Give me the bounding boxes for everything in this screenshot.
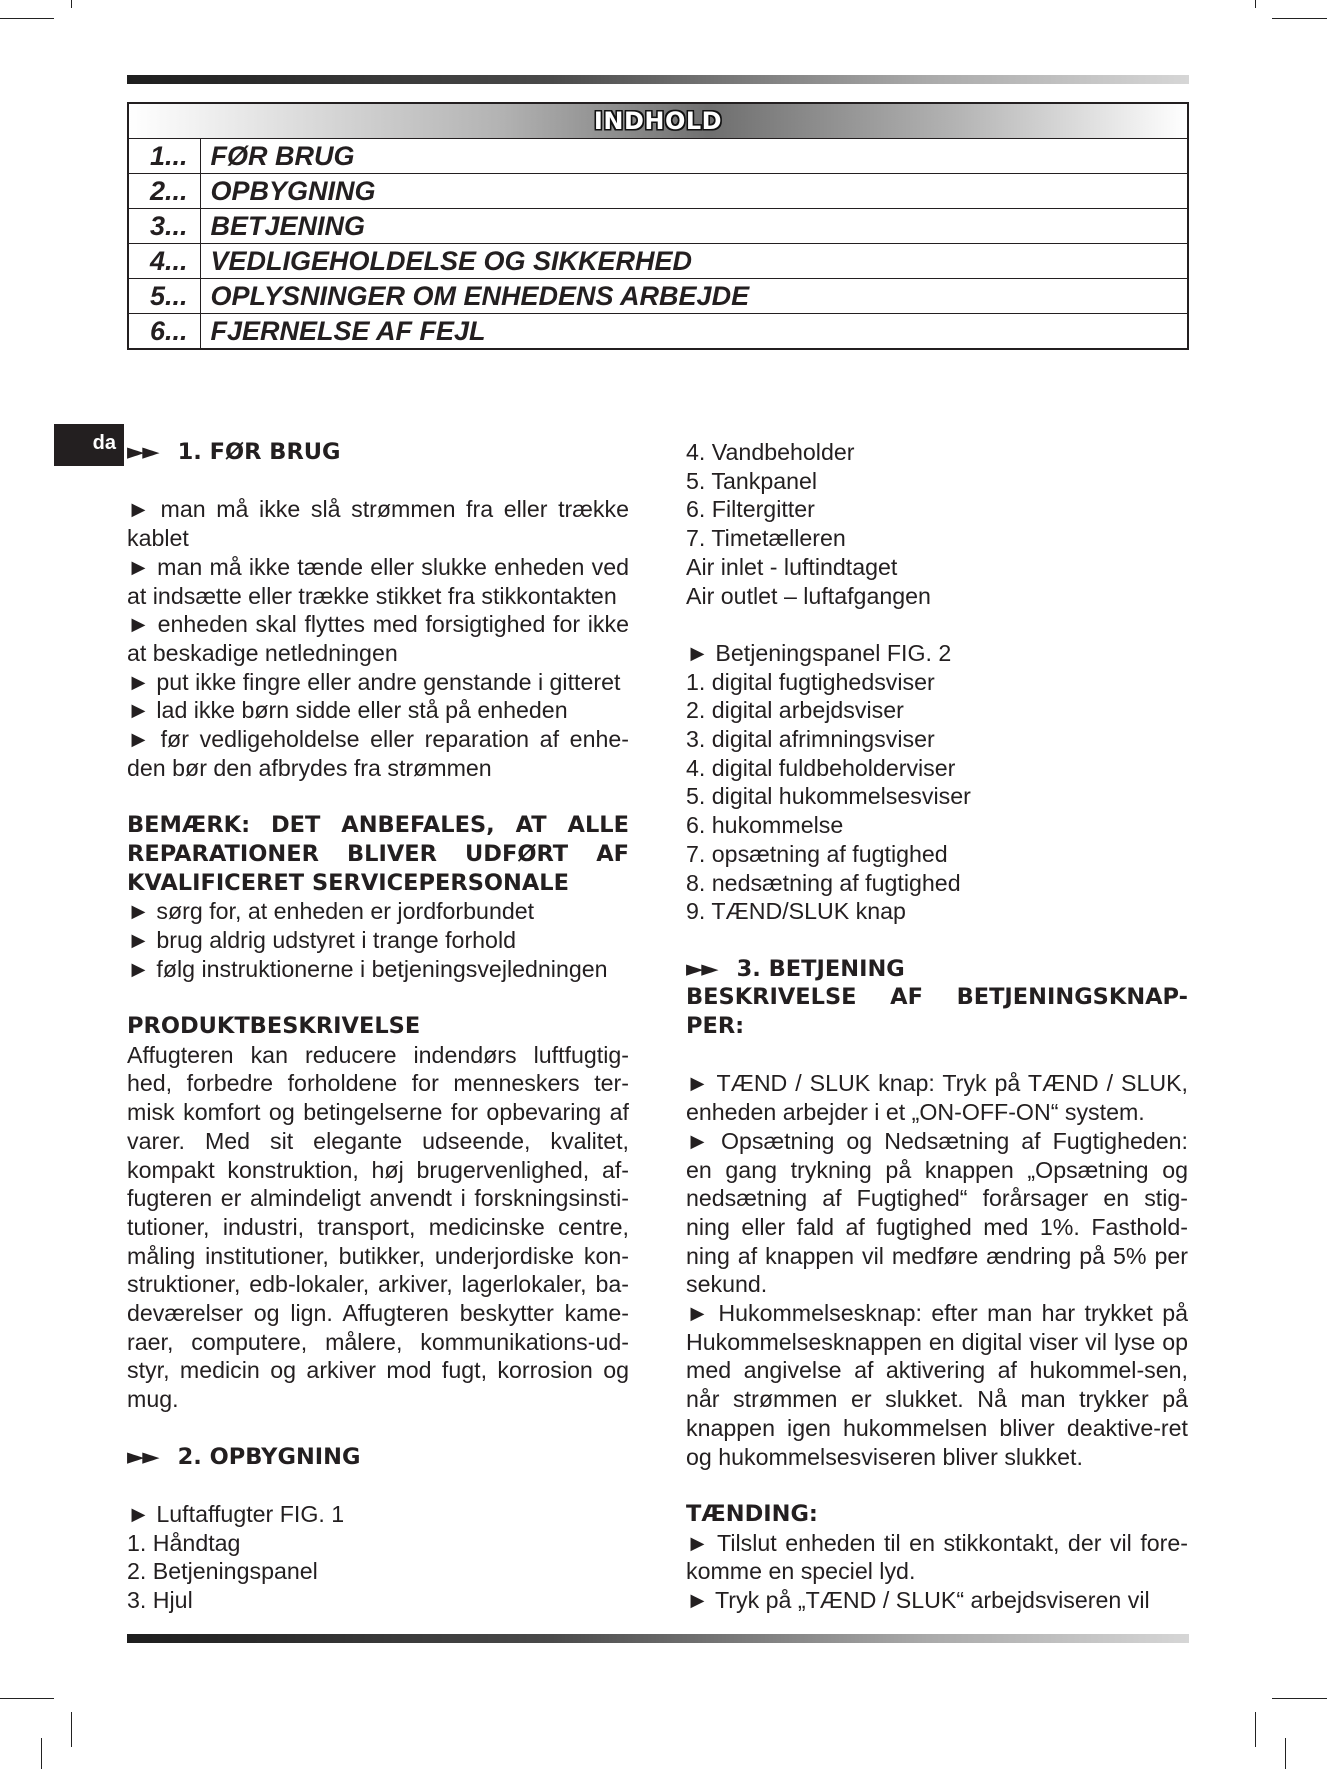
toc-row: [128, 244, 1188, 279]
list-item: 5. Tankpanel: [686, 467, 818, 494]
crop-mark: [1255, 1712, 1256, 1747]
list-item: 7. Timetælleren: [686, 525, 846, 552]
list-item: Air outlet – luftafgangen: [686, 582, 931, 609]
paragraph: ► Tryk på „TÆND / SLUK“ arbejdsviseren vil: [686, 1587, 1150, 1614]
paragraph: ► Hukommelsesknap: efter man har trykket på Hukommelsesknappen en digital viser vil lyse op med angivelse af aktivering af hukommel-sen, når strømmen er slukket. Nå man trykker på knappen igen hukommelsen bliver deaktive-ret og hukommelsesviseren bliver slukket.: [686, 1300, 1188, 1470]
section-heading-text: 1. FØR BRUG: [177, 439, 341, 465]
toc-row: [128, 209, 1188, 244]
crop-mark: [0, 18, 54, 19]
language-code: da: [92, 432, 116, 454]
crop-mark: [71, 0, 72, 8]
product-heading: PRODUKTBESKRIVELSE: [127, 1013, 421, 1040]
crop-mark: [1285, 1738, 1286, 1769]
paragraph: ► Tilslut enheden til en stikkontakt, der vil fore-komme en speciel lyd.: [686, 1529, 1188, 1585]
bullet-item: ► før vedligeholdelse eller reparation af enhe-den bør den afbrydes fra strømmen: [127, 726, 629, 781]
list-item: 9. TÆND/SLUK knap: [686, 898, 906, 925]
list-item: 1. digital fugtighedsviser: [686, 668, 935, 695]
crop-mark: [71, 1712, 72, 1747]
toc-number: 4...: [128, 244, 200, 279]
bullet-item: ► man må ikke tænde eller slukke enheden ved at indsætte eller trække stikket fra stikkontakten: [127, 553, 629, 609]
section-heading-3: [686, 955, 1188, 984]
toc-entry: OPBYGNING: [200, 174, 1188, 209]
section-arrow-icon: ►►: [686, 955, 717, 982]
paragraph: ► Opsætning og Nedsætning af Fugtigheden: en gang trykning på knappen „Opsætning og nedsætning af Fugtighed“ forårsager en stig-ning eller fald af fugtighed med 1%. Fasthold-ning af knappen vil medføre ændring på 5% per sekund.: [686, 1127, 1188, 1298]
bullet-item: ► man må ikke slå strømmen fra eller trække kablet: [127, 496, 629, 552]
crop-mark: [1255, 0, 1256, 8]
list-item: 3. digital afrimningsviser: [686, 726, 935, 753]
list-item: 4. digital fuldbeholderviser: [686, 754, 956, 781]
right-column: [686, 438, 1188, 1615]
toc-row: [128, 314, 1188, 350]
crop-mark: [1272, 18, 1327, 19]
toc-entry: OPLYSNINGER OM ENHEDENS ARBEJDE: [200, 279, 1188, 314]
subheading: BESKRIVELSE AF BETJENINGSKNAP-PER:: [686, 984, 1188, 1040]
toc-row: [128, 174, 1188, 209]
bullet-item: ► put ikke fingre eller andre genstande i gitteret: [127, 668, 621, 695]
list-item: 2. digital arbejdsviser: [686, 697, 904, 724]
section-arrow-icon: ►►: [127, 1443, 158, 1470]
toc-number: 6...: [128, 314, 200, 350]
toc-row: [128, 279, 1188, 314]
list-item: ► Luftaffugter FIG. 1: [127, 1500, 345, 1527]
list-item: 3. Hjul: [127, 1587, 193, 1614]
list-item: ► Betjeningspanel FIG. 2: [686, 639, 952, 666]
toc-entry: FØR BRUG: [200, 139, 1188, 174]
list-item: 4. Vandbeholder: [686, 439, 855, 465]
left-column: [127, 438, 629, 1615]
list-item: 8. nedsætning af fugtighed: [686, 869, 961, 896]
subheading: TÆNDING:: [686, 1500, 818, 1527]
product-description: Affugteren kan reducere indendørs luftfugtig-hed, forbedre forholdene for menneskers ter-misk komfort og betingelserne for opbevaring af varer. Med sit elegante udseende, kvalitet, kompakt konstruktion, høj brugervenlighed, af-fugteren er almindeligt anvendt i forskningsinsti-tutioner, industri, transport, medicinske centre, måling institutioner, butikker, underjordiske kon-struktioner, edb-lokaler, arkiver, lagerlokaler, ba-deværelser og lign. Affugteren beskytter kame-raer, computere, målere, kommunikations-ud-styr, medicin og arkiver mod fugt, korrosion og mug.: [127, 1041, 629, 1413]
section-arrow-icon: ►►: [127, 439, 158, 465]
toc-entry: FJERNELSE AF FEJL: [200, 314, 1188, 350]
list-item: Air inlet - luftindtaget: [686, 553, 898, 580]
crop-mark: [41, 1738, 42, 1769]
list-item: 6. Filtergitter: [686, 496, 815, 523]
section-heading-2: [127, 1443, 629, 1472]
section-heading-text: 3. BETJENING: [736, 955, 905, 982]
bullet-item: ► lad ikke børn sidde eller stå på enheden: [127, 697, 568, 724]
top-rule: [127, 75, 1189, 84]
toc-row: [128, 139, 1188, 174]
paragraph: ► TÆND / SLUK knap: Tryk på TÆND / SLUK, enheden arbejder i et „ON-OFF-ON“ system.: [686, 1070, 1188, 1126]
toc-number: 2...: [128, 174, 200, 209]
list-item: 5. digital hukommelsesviser: [686, 783, 971, 810]
list-item: 7. opsætning af fugtighed: [686, 840, 948, 867]
bullet-item: ► enheden skal flyttes med forsigtighed for ikke at beskadige netledningen: [127, 611, 629, 666]
safety-note: BEMÆRK: DET ANBEFALES, AT ALLE REPARATIONER BLIVER UDFØRT AF KVALIFICERET SERVICEPERSONALE: [127, 812, 629, 896]
toc-title: INDHOLD: [593, 107, 723, 135]
bullet-item: ► brug aldrig udstyret i trange forhold: [127, 926, 517, 953]
toc-number: 1...: [128, 139, 200, 174]
crop-mark: [0, 1698, 54, 1699]
bullet-item: ► følg instruktionerne i betjeningsvejledningen: [127, 955, 608, 982]
toc-number: 3...: [128, 209, 200, 244]
toc-number: 5...: [128, 279, 200, 314]
list-item: 6. hukommelse: [686, 812, 844, 839]
toc-table: [127, 102, 1189, 350]
toc-header: [128, 103, 1188, 139]
bullet-item: ► sørg for, at enheden er jordforbundet: [127, 898, 535, 925]
bottom-rule: [127, 1634, 1189, 1643]
section-heading-text: 2. OPBYGNING: [177, 1443, 361, 1470]
list-item: 2. Betjeningspanel: [127, 1558, 318, 1585]
language-tab: [54, 424, 124, 466]
toc-entry: BETJENING: [200, 209, 1188, 244]
section-heading-1: [127, 438, 629, 467]
crop-mark: [1272, 1698, 1327, 1699]
toc-entry: VEDLIGEHOLDELSE OG SIKKERHED: [200, 244, 1188, 279]
list-item: 1. Håndtag: [127, 1529, 241, 1556]
